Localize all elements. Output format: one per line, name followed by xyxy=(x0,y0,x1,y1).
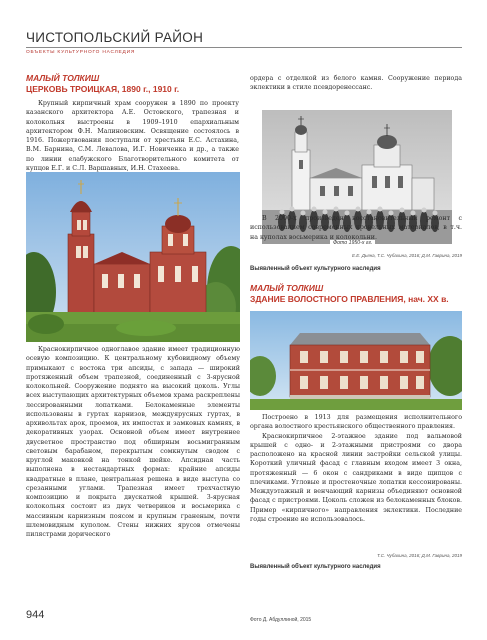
section1-intro: Крупный кирпичный храм сооружен в 1890 по проекту казанского архитектора А.Е. Остовского, трапезная и колокольня выстроены в 1909–1910 епархиальным архитектором Ф.Н. Малиновским. Освящение состоялось в 1916. Пожертвования поступали от хрестьян Е.С. Астахина, В.М. Барнина, С.М. Левалова, И.Г. Новиченка и др., а также по линии елабужского Благотворительного комитета от купцов Е.Г. и С.Л. Варшавных, И.Н. Стахеева. xyxy=(26,100,239,172)
volost-building-photo xyxy=(250,311,462,410)
photo-credit: Фото Д. Абдуллиной, 2015 xyxy=(250,617,312,623)
section1-village: МАЛЫЙ ТОЛКИШ xyxy=(26,73,100,83)
section1-dates: 1890 г., 1910 г. xyxy=(121,84,180,94)
page-number: 944 xyxy=(26,609,45,621)
section2-authors: Т.С. Чубахина, 2016; Д.М. Гаврина, 2019 xyxy=(377,553,462,558)
section1-heritage-status: Выявленный объект культурного наследия xyxy=(250,266,381,272)
section1-title xyxy=(26,84,179,94)
section1-authors: Е.Е. Дьяна, Т.С. Чубахина, 2016; Д.М. Гаврина, 2019 xyxy=(352,253,462,258)
section2-dates: нач. XX в. xyxy=(408,294,449,304)
page-header-subtitle: ОБЪЕКТЫ КУЛЬТУРНОГО НАСЛЕДИЯ xyxy=(26,50,136,55)
section2-paragraph-2: Краснокирпичное 2-этажное здание под вальмовой крышей с одно- и 2-этажными пристроями со двора расположено на красной линии застройки сельской улицы. Короткий уличный фасад с главным входом имеет 3 окна, протяженный — 6 окон с сандриками в виде щипцов с плечиками. Угловые и простеночные лопатки кессонированы. Междуэтажный и венчающий карнизы объединяют основной фасад с пристроями. Цоколь сложен из белокаменных блоков. Пример «кирпичного» направления эклектики. Последние годы строение не использовалось. xyxy=(250,432,462,523)
page-header-title: ЧИСТОПОЛЬСКИЙ РАЙОН xyxy=(26,30,204,45)
section2-title xyxy=(250,294,449,304)
section1-title-text: ЦЕРКОВЬ ТРОИЦКАЯ, xyxy=(26,84,122,94)
section2-heritage-status: Выявленный объект культурного наследия xyxy=(250,564,381,570)
section2-title-text: ЗДАНИЕ ВОЛОСТНОГО ПРАВЛЕНИЯ, xyxy=(250,294,409,304)
trinity-church-photo xyxy=(26,172,240,342)
historical-photo-caption: Фото 1950-х гг. xyxy=(330,240,375,246)
section1-description: Краснокирпичное одноглавое здание имеет традиционную осевую композицию. К центральному кубовидному объему примыкают с востока три апсиды, с запада — широкий протяженный объем трапезной, соединенный с 3-ярусной колокольней. Сооружение поднято на высокий цоколь. Углы всех выступающих архитектурных объемов храма раскреплены лессированными лопатками. Белокаменные элементы использованы в гуртах карнизов, междуярусных гуртах, в архивольтах арок, проемов, их импостах и замковых камнях, в декоративных узорах. Основной объем имеет внутреннее двусветное пространство под обширным восьмигранным световым барабаном, перекрытым сомкнутым сводом с круглой маковкой на тонкой шейке. Апсидная часть выполнена в нестандартных формах: крайние апсиды квадратные в плане, центральная решена в виде выступа со срезанными углами. Трапезная имеет трехчастную композицию и покрыта двускатной крышей. 3-ярусная колокольня состоит из двух четвериков и восьмерика с массивным карнизным поясом и крупным граненым, почти шлемовидным куполом. Стены нижних ярусов отмечены пилястрами дорического xyxy=(26,346,240,538)
header-divider xyxy=(26,47,462,48)
section2-text xyxy=(250,413,462,524)
section1-restoration: В 2000-х произведен восстановительный ремонт с использованием современных кровельных материалов, в т.ч. на куполах восьмерика и колокольни. xyxy=(250,215,462,241)
section2-paragraph-1: Построено в 1913 для размещения исполнительного органа волостного крестьянского общественного правления. xyxy=(250,414,462,431)
section1-continuation: ордера с отделкой из белого камня. Сооружение периода эклектики в стиле псевдоренессанс. xyxy=(250,75,462,92)
section2-village: МАЛЫЙ ТОЛКИШ xyxy=(250,283,324,293)
